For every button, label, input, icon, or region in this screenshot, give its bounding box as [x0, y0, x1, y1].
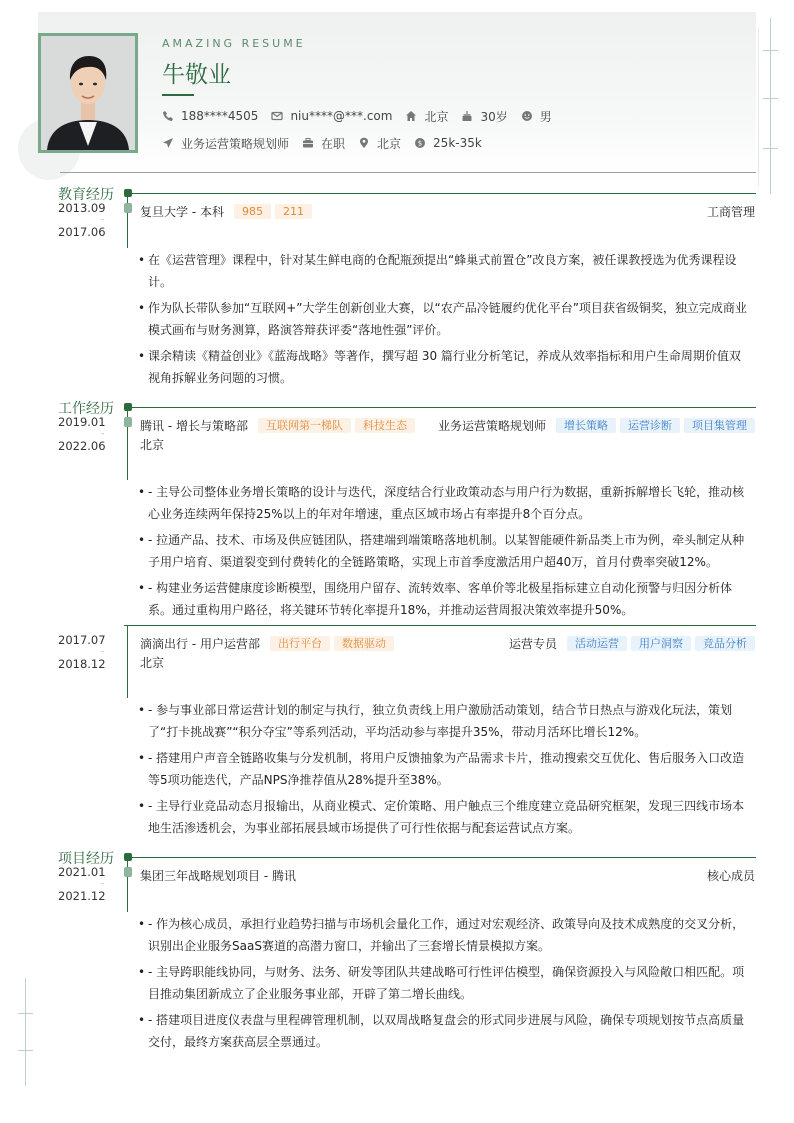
job-status-item: 在职: [302, 135, 345, 152]
project-bullets: [138, 913, 750, 1057]
start-date: 2021.01: [58, 865, 106, 879]
list-item: • - 搭建用户声音全链路收集与分发机制，将用户反馈抽象为产品需求卡片，推动搜索交互优化、售后服务入口改造等5项功能迭代，产品NPS净推荐值从28%提升至38%。: [138, 747, 750, 791]
list-item: • - 构建业务运营健康度诊断模型，围绕用户留存、流转效率、客单价等北极星指标建立自动化预警与归因分析体系。通过重构用户路径，将关键环节转化率提升18%，并推动运营周报决策效率提升50%。: [138, 577, 750, 621]
gender-icon: [521, 110, 533, 122]
decorative-tick: [763, 148, 778, 149]
end-date: 2017.06: [58, 225, 106, 239]
home-icon: [405, 110, 417, 122]
tag-badge: 985: [234, 204, 271, 219]
date-separator: -: [101, 647, 104, 656]
date-separator: -: [101, 429, 104, 438]
send-icon: [162, 137, 174, 149]
email-item: niu****@***.com: [271, 109, 392, 123]
briefcase-icon: [302, 137, 314, 149]
date-separator: -: [101, 879, 104, 888]
end-date: 2022.06: [58, 439, 106, 453]
section-rule: [124, 857, 756, 858]
section-rule: [124, 193, 756, 194]
tag-badge: 互联网第一梯队: [258, 418, 351, 433]
start-date: 2013.09: [58, 201, 106, 215]
company-name: 滴滴出行 - 用户运营部 出行平台 数据驱动: [140, 635, 394, 652]
project-role: 核心成员: [706, 869, 755, 883]
section-marker: [124, 403, 132, 411]
mail-icon: [271, 110, 283, 122]
list-item: • 作为队长带队参加“互联网+”大学生创新创业大赛，以“农产品冷链履约优化平台”项目获省级铜奖，独立完成商业模式画布与财务测算，路演答辩获评委“落地性强”评价。: [138, 297, 750, 341]
gender-item: 男: [521, 108, 552, 125]
age-item: 30岁: [461, 108, 507, 125]
timeline-line: [127, 625, 128, 698]
section-marker: [124, 853, 132, 861]
phone-icon: [162, 110, 174, 122]
list-item: • - 主导跨职能线协同，与财务、法务、研发等团队共建战略可行性评估模型，确保资源投入与风险敞口相匹配。项目推动集团新成立了企业服务事业部，开辟了第二增长曲线。: [138, 961, 750, 1005]
location-pin-icon: [358, 137, 370, 149]
phone-item: 188****4505: [162, 109, 258, 123]
list-item: • - 参与事业部日常运营计划的制定与执行，独立负责线上用户激励活动策划，结合节日热点与游戏化玩法，策划了“打卡挑战赛”“积分夺宝”等系列活动，平均活动参与率提升35%，带动月活环比增长12%。: [138, 699, 750, 743]
school-name: 复旦大学 - 本科 985 211: [140, 203, 312, 220]
section-title-projects: 项目经历: [58, 851, 114, 867]
job-role: 运营专员 活动运营 用户洞察 竞品分析: [509, 635, 755, 652]
section-rule: [124, 407, 756, 408]
timeline-pin: [124, 203, 132, 213]
money-icon: [414, 137, 426, 149]
work-bullets: [138, 481, 750, 625]
decorative-tick: [18, 1013, 33, 1014]
list-item: • - 拉通产品、技术、市场及供应链团队，搭建端到端策略落地机制。以某智能硬件新品类上市为例，牵头制定从种子用户培育、渠道裂变到付费转化的全链路策略，实现上市首季度激活用户超40万，首月付费率突破12%。: [138, 529, 750, 573]
major: 工商管理: [706, 205, 755, 219]
home-city-item: 北京: [405, 108, 448, 125]
end-date: 2018.12: [58, 657, 106, 671]
target-role-item: 业务运营策略规划师: [162, 135, 289, 152]
list-item: • - 主导公司整体业务增长策略的设计与迭代，深度结合行业政策动态与用户行为数据，重新拆解增长飞轮，推动核心业务连续两年保持25%以上的年对年增速，重点区域市场占有率提升8个百分点。: [138, 481, 750, 525]
skill-badge: 竞品分析: [695, 636, 755, 651]
header-divider: [60, 172, 756, 173]
job-intent-row: [162, 135, 495, 151]
decorative-tick: [763, 50, 778, 51]
list-item: • 在《运营管理》课程中，针对某生鲜电商的仓配瓶颈提出“蜂巢式前置仓”改良方案，被任课教授选为优秀课程设计。: [138, 249, 750, 293]
list-item: • 课余精读《精益创业》《蓝海战略》等著作，撰写超 30 篇行业分析笔记，养成从效率指标和用户生命周期价值双视角拆解业务问题的习惯。: [138, 345, 750, 389]
cake-icon: [461, 110, 473, 122]
section-title-education: 教育经历: [58, 187, 114, 203]
profile-photo: [38, 33, 138, 153]
work-city: 北京: [140, 438, 165, 452]
contact-row: [162, 108, 565, 124]
tag-badge: 211: [275, 204, 312, 219]
timeline-pin: [124, 867, 132, 877]
education-bullets: [138, 249, 750, 393]
skill-badge: 活动运营: [567, 636, 627, 651]
tag-badge: 数据驱动: [334, 636, 394, 651]
skill-badge: 用户洞察: [631, 636, 691, 651]
decorative-line-left: [25, 978, 26, 1086]
entry-rule: [124, 625, 756, 626]
decorative-tick: [763, 98, 778, 99]
date-separator: -: [101, 215, 104, 224]
end-date: 2021.12: [58, 889, 106, 903]
decorative-line-right-inner: [758, 28, 759, 186]
project-name: 集团三年战略规划项目 - 腾讯: [140, 869, 296, 883]
tag-badge: 出行平台: [270, 636, 330, 651]
job-role: 业务运营策略规划师 增长策略 运营诊断 项目集管理: [438, 417, 755, 434]
tag-badge: 科技生态: [355, 418, 415, 433]
work-city: 北京: [140, 656, 165, 670]
company-name: 腾讯 - 增长与策略部 互联网第一梯队 科技生态: [140, 417, 415, 434]
work-bullets: [138, 699, 750, 843]
target-city-item: 北京: [358, 135, 401, 152]
timeline-line: [127, 193, 128, 248]
decorative-tick: [18, 1050, 33, 1051]
start-date: 2019.01: [58, 415, 106, 429]
section-marker: [124, 189, 132, 197]
skill-badge: 项目集管理: [684, 418, 755, 433]
list-item: • - 搭建项目进度仪表盘与里程碑管理机制，以双周战略复盘会的形式同步进展与风险，确保专项规划按节点高质量交付，最终方案获高层全票通过。: [138, 1009, 750, 1053]
decorative-line-right: [770, 18, 771, 194]
candidate-name: 牛敬业: [162, 62, 231, 88]
name-underline: [162, 94, 194, 96]
timeline-pin: [124, 417, 132, 427]
svg-text:$: $: [417, 139, 423, 148]
section-title-work: 工作经历: [58, 401, 114, 417]
list-item: • - 作为核心成员，承担行业趋势扫描与市场机会量化工作，通过对宏观经济、政策导向及技术成熟度的交叉分析，识别出企业服务SaaS赛道的高潜力窗口，并输出了三套增长情景模拟方案。: [138, 913, 750, 957]
salary-item: $ 25k-35k: [414, 136, 482, 150]
list-item: • - 主导行业竞品动态月报输出，从商业模式、定价策略、用户触点三个维度建立竞品研究框架，发现三四线市场本地生活渗透机会，为事业部拓展县域市场提供了可行性依据与配套运营试点方案。: [138, 795, 750, 839]
timeline-line: [127, 857, 128, 912]
brand-label: AMAZING RESUME: [162, 37, 306, 50]
start-date: 2017.07: [58, 633, 106, 647]
skill-badge: 增长策略: [556, 418, 616, 433]
portrait-illustration: [41, 36, 135, 150]
skill-badge: 运营诊断: [620, 418, 680, 433]
